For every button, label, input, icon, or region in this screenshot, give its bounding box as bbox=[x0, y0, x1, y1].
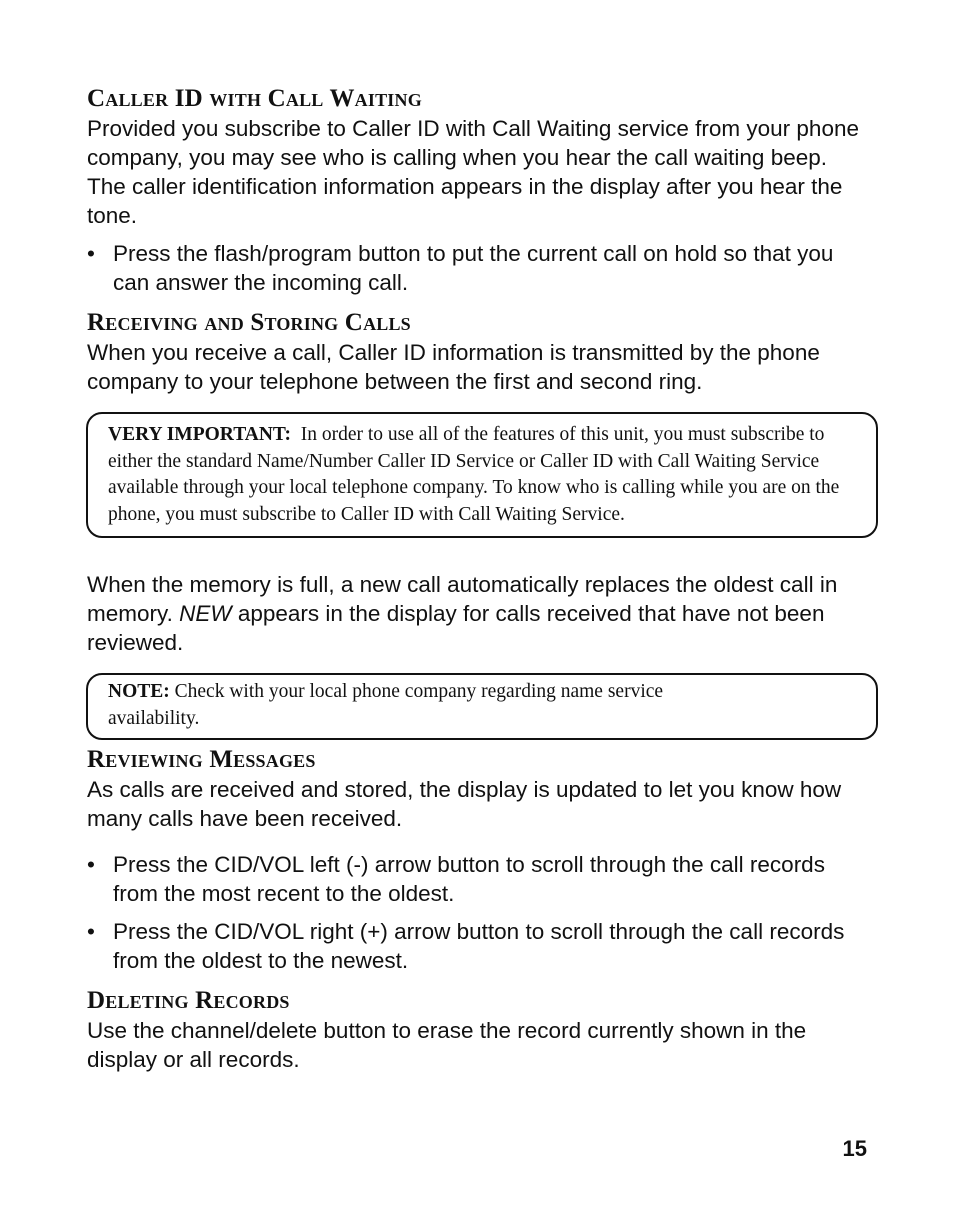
section-heading-deleting: Deleting Records bbox=[87, 987, 290, 1014]
section-heading-receiving: Receiving and Storing Calls bbox=[87, 309, 411, 336]
section-heading-caller-id: Caller ID with Call Waiting bbox=[87, 85, 422, 112]
memory-text-start: When the memory is full, a new call automatically replaces the oldest call in memory. bbox=[87, 572, 838, 626]
section-heading-reviewing: Reviewing Messages bbox=[87, 746, 316, 773]
bullet-list-reviewing bbox=[87, 850, 867, 975]
list-item bbox=[87, 239, 867, 297]
bullet-text: Press the CID/VOL left (-) arrow button to scroll through the call records from the most recent to the oldest. bbox=[113, 852, 825, 906]
bullet-icon: • bbox=[87, 241, 95, 266]
list-item bbox=[87, 850, 867, 908]
note-label: NOTE: bbox=[108, 681, 170, 702]
note-box bbox=[86, 673, 878, 740]
memory-text-end: appears in the display for calls received that have not been reviewed. bbox=[87, 601, 825, 655]
important-label: VERY IMPORTANT: bbox=[108, 424, 291, 445]
lower-content bbox=[87, 745, 867, 1074]
bullet-icon: • bbox=[87, 919, 95, 944]
memory-block bbox=[87, 570, 862, 657]
bullet-list-caller-id bbox=[87, 239, 867, 297]
new-indicator-text: NEW bbox=[179, 601, 232, 626]
page-content bbox=[87, 84, 867, 396]
note-text: Check with your local phone company regarding name service availability. bbox=[108, 681, 664, 729]
bullet-icon: • bbox=[87, 852, 95, 877]
page-number: 15 bbox=[842, 1136, 867, 1161]
bullet-text: Press the flash/program button to put the current call on hold so that you can answer the incoming call. bbox=[113, 241, 834, 295]
paragraph-deleting: Use the channel/delete button to erase the record currently shown in the display or all records. bbox=[87, 1018, 807, 1072]
important-notice-box bbox=[86, 412, 878, 538]
note-content bbox=[108, 679, 748, 732]
paragraph-reviewing: As calls are received and stored, the display is updated to let you know how many calls have been received. bbox=[87, 777, 842, 831]
paragraph-caller-id: Provided you subscribe to Caller ID with Call Waiting service from your phone company, you may see who is calling when you hear the call waiting beep. The caller identification information appears in the display after you hear the tone. bbox=[87, 116, 859, 228]
important-text: In order to use all of the features of this unit, you must subscribe to either the standard Name/Number Caller ID Service or Caller ID with Call Waiting Service available through your local telephone company. To know who is calling while you are on the phone, you must subscribe to Caller ID with Call Waiting Service. bbox=[108, 424, 840, 525]
bullet-text: Press the CID/VOL right (+) arrow button to scroll through the call records from the oldest to the newest. bbox=[113, 919, 845, 973]
paragraph-memory bbox=[87, 570, 862, 657]
list-item bbox=[87, 917, 867, 975]
paragraph-receiving: When you receive a call, Caller ID information is transmitted by the phone company to your telephone between the first and second ring. bbox=[87, 340, 820, 394]
